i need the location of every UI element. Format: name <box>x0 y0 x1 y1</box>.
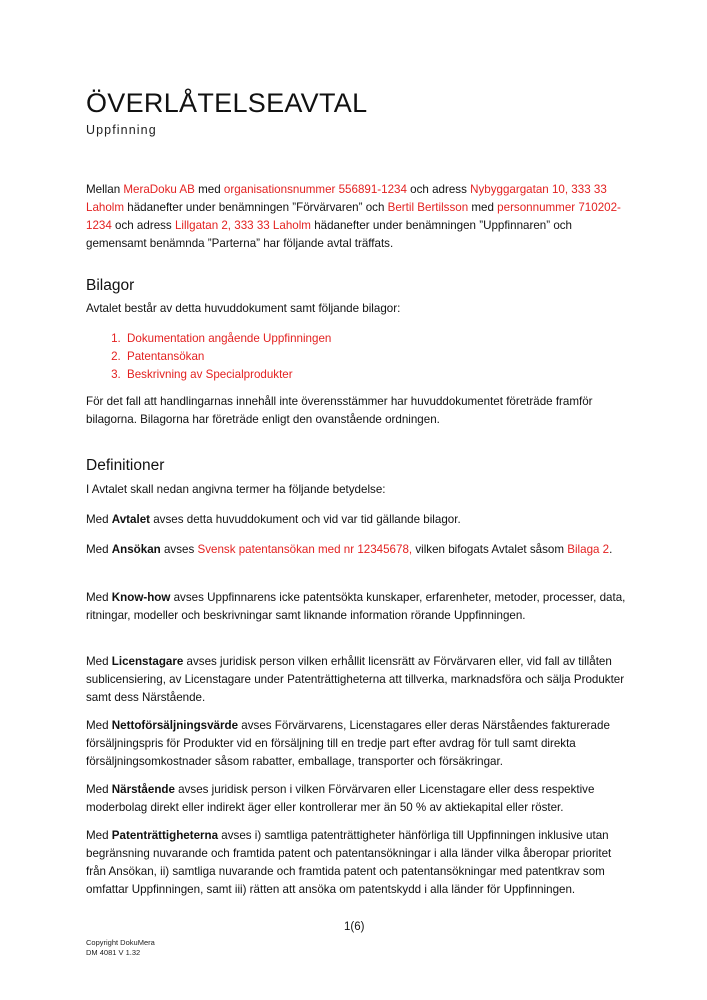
intro-text: hädanefter under benämningen ”Förvärvaren” och <box>124 201 388 214</box>
def-text: vilken bifogats Avtalet såsom <box>412 543 568 556</box>
company-address: Nybyggargatan 10, 333 33 Laholm <box>86 183 607 214</box>
definition-narstaende <box>86 781 626 817</box>
def-text: avses juridisk person vilken erhållit licensrätt av Förvärvaren eller, vid fall av tillåten sublicensiering, av Licenstagare under Patenträttigheterna att tillverka, marknadsföra och sälja Produkter samt dess Närstående. <box>86 655 625 704</box>
term-netto: Nettoförsäljningsvärde <box>111 719 239 732</box>
intro-text: och adress <box>406 183 471 196</box>
intro-text: och adress <box>111 219 175 232</box>
definition-netto <box>86 717 626 771</box>
heading-definitioner: Definitioner <box>86 457 165 474</box>
definitioner-lead: I Avtalet skall nedan angivna termer ha följande betydelse: <box>86 483 386 496</box>
inventor-name: Bertil Bertilsson <box>387 201 469 214</box>
def-prefix: Med <box>86 655 112 668</box>
inventor-address: Lillgatan 2, 333 33 Laholm <box>174 219 311 232</box>
term-avtalet: Avtalet <box>111 513 151 526</box>
attachment-ref: Bilaga 2 <box>567 543 610 556</box>
def-prefix: Med <box>86 543 112 556</box>
intro-text: Mellan <box>86 183 124 196</box>
def-text: avses Uppfinnarens icke patentsökta kunskaper, erfarenheter, metoder, processer, data, ritningar, modeller och beskrivningar samt liknande information rörande Uppfinningen. <box>86 591 626 622</box>
definition-knowhow <box>86 589 626 625</box>
footer <box>86 938 155 958</box>
def-prefix: Med <box>86 719 112 732</box>
document-subtitle: Uppfinning <box>86 123 157 137</box>
intro-text: hädanefter under benämningen ”Uppfinnaren” och gemensamt benämnda ”Parterna” har följande avtal träffats. <box>86 219 573 250</box>
personal-number: personnummer 710202-1234 <box>86 201 621 232</box>
def-prefix: Med <box>86 513 112 526</box>
list-item: 2. Patentansökan <box>124 348 626 366</box>
intro-text: med <box>194 183 224 196</box>
footer-docid: DM 4081 V 1.32 <box>86 948 141 957</box>
bilagor-lead: Avtalet består av detta huvuddokument samt följande bilagor: <box>86 302 401 315</box>
bilagor-precedence: För det fall att handlingarnas innehåll inte överensstämmer har huvuddokumentet företräde framför bilagorna. Bilagorna har företräde enligt den ovanstående ordningen. <box>86 395 593 426</box>
def-text: avses juridisk person i vilken Förvärvaren eller Licenstagare eller dess respektive moderbolag direkt eller indirekt äger eller kontrollerar mer än 50 % av aktiekapital eller röster. <box>86 783 595 814</box>
def-text: avses Förvärvarens, Licenstagares eller deras Närståendes fakturerade försäljningspris för Produkter vid en försäljning till en tredje part efter avdrag för tull samt direkta försäljningsomkostnader såsom rabatter, emballage, transporter och försäkringar. <box>86 719 610 768</box>
term-licenstagare: Licenstagare <box>111 655 184 668</box>
definition-ansokan <box>86 541 626 559</box>
heading-bilagor: Bilagor <box>86 277 135 294</box>
term-knowhow: Know-how <box>111 591 171 604</box>
term-patent: Patenträttigheterna <box>111 829 219 842</box>
def-text: avses <box>160 543 198 556</box>
list-item: 3. Beskrivning av Specialprodukter <box>124 366 626 384</box>
def-prefix: Med <box>86 829 112 842</box>
def-prefix: Med <box>86 783 112 796</box>
def-text: . <box>609 543 613 556</box>
footer-copyright: Copyright DokuMera <box>86 938 155 947</box>
intro-paragraph <box>86 181 626 253</box>
page-number: 1(6) <box>344 921 365 933</box>
list-item: 1. Dokumentation angående Uppfinningen <box>124 330 626 348</box>
application-number: Svensk patentansökan med nr 12345678, <box>197 543 413 556</box>
def-text: avses i) samtliga patenträttigheter hänförliga till Uppfinningen inklusive utan begränsning nuvarande och framtida patent och patentansökningar i alla länder vilka åberopar prioritet från Ansökan, ii) samtliga nuvarande och framtida patent och patentansökningar med patentkrav som omfattar Uppfinningen, samt iii) rätten att ansöka om patentskydd i alla länder för Uppfinningen. <box>86 829 612 896</box>
def-prefix: Med <box>86 591 112 604</box>
definition-licenstagare <box>86 653 626 707</box>
document-title: ÖVERLÅTELSEAVTAL <box>86 88 368 118</box>
bilagor-list <box>86 330 626 384</box>
definition-patent <box>86 827 626 899</box>
company-name: MeraDoku AB <box>123 183 195 196</box>
term-narstaende: Närstående <box>111 783 175 796</box>
term-ansokan: Ansökan <box>111 543 161 556</box>
def-text: avses detta huvuddokument och vid var tid gällande bilagor. <box>150 513 461 526</box>
definition-avtalet <box>86 511 626 529</box>
org-number: organisationsnummer 556891-1234 <box>223 183 407 196</box>
intro-text: med <box>468 201 498 214</box>
